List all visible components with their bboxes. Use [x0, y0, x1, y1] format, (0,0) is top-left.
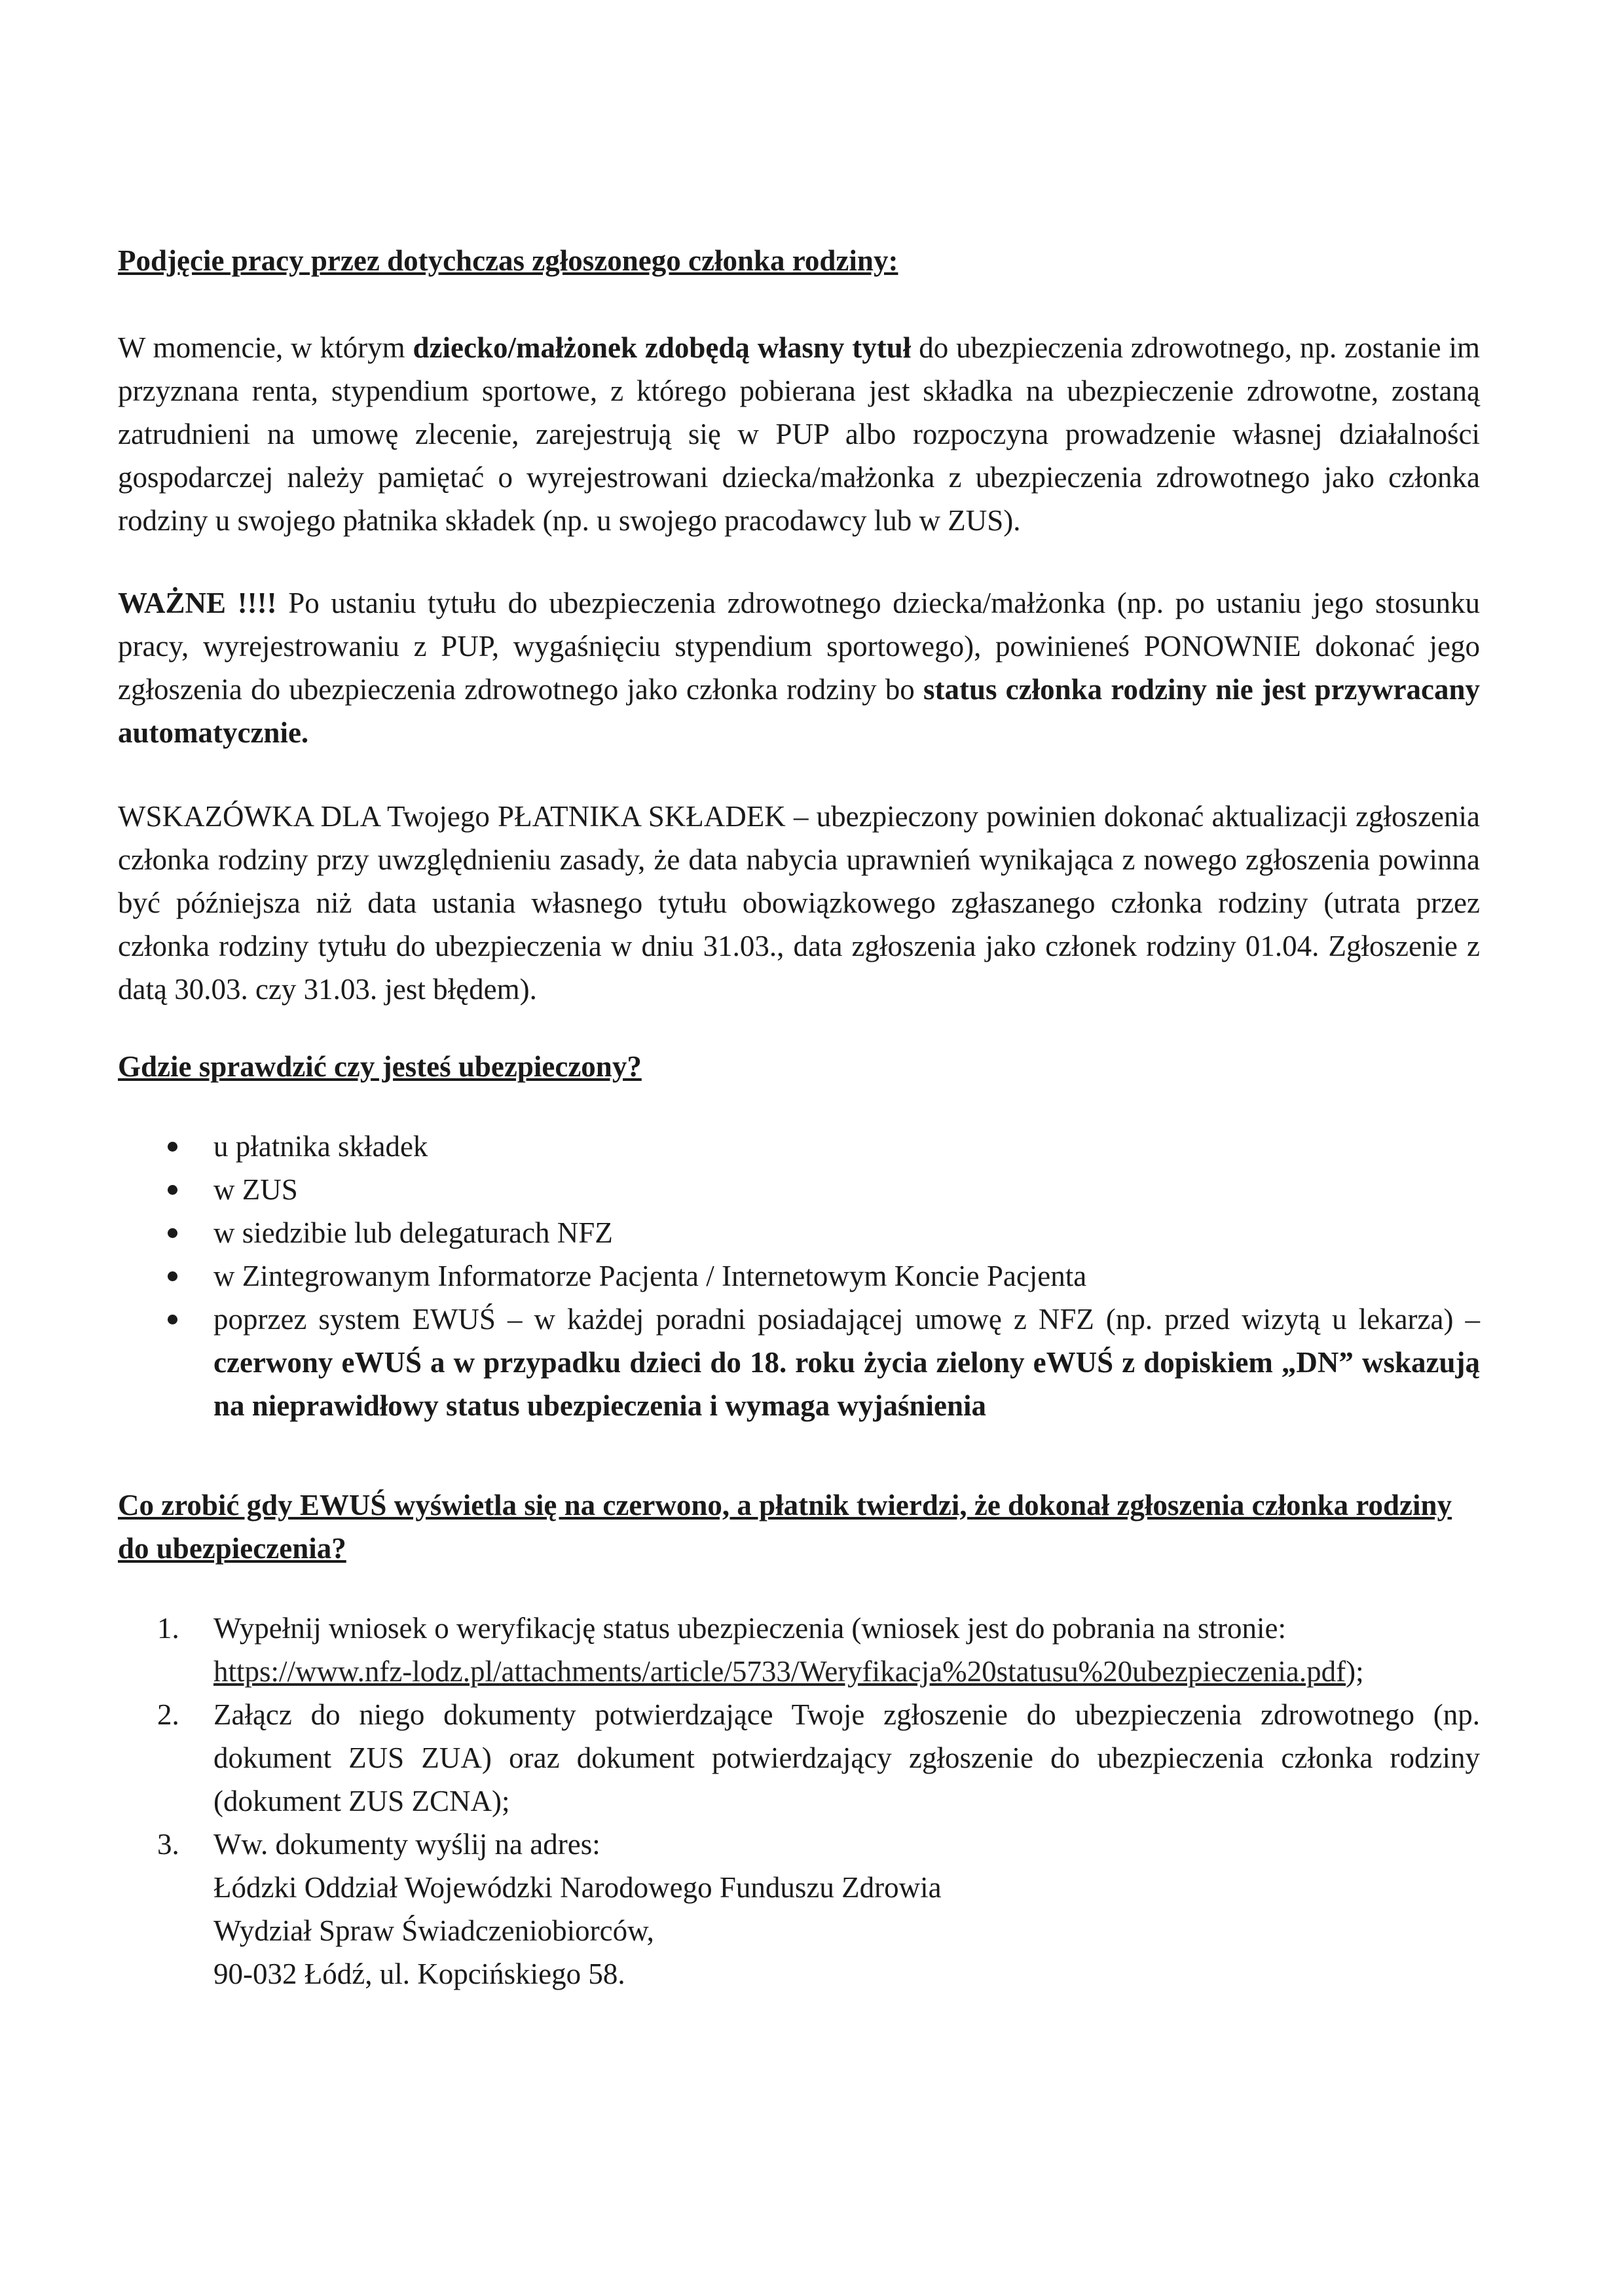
bullet-icon [168, 1271, 177, 1281]
para1-bold-1: dziecko/małżonek zdobędą własny tytuł [413, 331, 912, 364]
steps-list [157, 1607, 1480, 1995]
list-item-text: u płatnika składek [213, 1130, 428, 1163]
heading-where-to-check: Gdzie sprawdzić czy jesteś ubezpieczony? [118, 1050, 642, 1083]
paragraph-payer-hint: WSKAZÓWKA DLA Twojego PŁATNIKA SKŁADEK – ubezpieczony powinien dokonać aktualizacji zgłoszenia członka rodziny przy uwzględnieniu zasady, że data nabycia uprawnień wynikająca z nowego zgłoszenia powinna być późniejsza niż data ustania własnego tytułu obowiązkowego zgłaszanego członka rodziny (utrata przez członka rodziny tytułu do ubezpieczenia w dniu 31.03., data zgłoszenia jako członek rodziny 01.04. Zgłoszenie z datą 30.03. czy 31.03. jest błędem). [118, 800, 1480, 1006]
step-number: 3. [157, 1828, 179, 1861]
verification-form-link[interactable]: https://www.nfz-lodz.pl/attachments/article/5733/Weryfikacja%20statusu%20ubezpieczenia.pdf [213, 1655, 1346, 1688]
bullet-icon [168, 1228, 177, 1238]
bullet-icon [168, 1142, 177, 1152]
step1-end: ); [1346, 1655, 1364, 1688]
address-line-2: Wydział Spraw Świadczeniobiorców, [213, 1914, 654, 1947]
step-item [157, 1693, 1480, 1823]
step1-text: Wypełnij wniosek o weryfikację status ubezpieczenia (wniosek jest do pobrania na stronie: [213, 1612, 1287, 1645]
list-item [164, 1298, 1480, 1427]
list-item [164, 1125, 1480, 1168]
step-item [157, 1823, 1480, 1995]
paragraph-important-notice [118, 581, 1480, 754]
para1-text-2: do ubezpieczenia zdrowotnego, np. zostanie im przyznana renta, stypendium sportowe, z którego pobierana jest składka na ubezpieczenie zdrowotne, zostaną zatrudnieni na umowę zlecenie, zarejestrują się w PUP albo rozpoczyna prowadzenie własnej działalności gospodarczej należy pamiętać o wyrejestrowani dziecka/małżonka z ubezpieczenia zdrowotnego jako członka rodziny u swojego płatnika składek (np. u swojego pracodawcy lub w ZUS). [118, 331, 1480, 537]
step-item [157, 1607, 1480, 1693]
list-item-text: w siedzibie lub delegaturach NFZ [213, 1216, 613, 1249]
list-item-text: poprzez system EWUŚ – w każdej poradni posiadającej umowę z NFZ (np. przed wizytą u lekarza) – [213, 1303, 1480, 1336]
step2-text: Załącz do niego dokumenty potwierdzające Twoje zgłoszenie do ubezpieczenia zdrowotnego (np. dokument ZUS ZUA) oraz dokument potwierdzający zgłoszenie do ubezpieczenia członka rodziny (dokument ZUS ZCNA); [213, 1698, 1480, 1817]
list-item-text: w Zintegrowanym Informatorze Pacjenta / Internetowym Koncie Pacjenta [213, 1260, 1087, 1292]
important-label: WAŻNE !!!! [118, 587, 277, 619]
address-line-3: 90-032 Łódź, ul. Kopcińskiego 58. [213, 1958, 625, 1990]
para1-text-1: W momencie, w którym [118, 331, 413, 364]
list-item-text: w ZUS [213, 1173, 298, 1206]
where-to-check-list [164, 1125, 1480, 1427]
para2-bold-2: status członka rodziny nie jest przywracany automatycznie. [118, 673, 1480, 749]
step-number: 2. [157, 1698, 179, 1731]
list-item [164, 1211, 1480, 1254]
step3-intro: Ww. dokumenty wyślij na adres: [213, 1828, 600, 1861]
step-number: 1. [157, 1612, 179, 1645]
bullet-icon [168, 1315, 177, 1324]
paragraph-own-insurance-title [118, 326, 1480, 542]
bullet-icon [168, 1185, 177, 1195]
address-line-1: Łódzki Oddział Wojewódzki Narodowego Funduszu Zdrowia [213, 1871, 942, 1904]
para2-text-1: Po ustaniu tytułu do ubezpieczenia zdrowotnego dziecka/małżonka (np. po ustaniu jego stosunku pracy, wyrejestrowaniu z PUP, wygaśnięciu stypendium sportowego), powinieneś PONOWNIE dokonać jego zgłoszenia do ubezpieczenia zdrowotnego jako członka rodziny bo [118, 587, 1480, 706]
list-item [164, 1254, 1480, 1298]
heading-family-member-employment: Podjęcie pracy przez dotychczas zgłoszonego członka rodziny: [118, 244, 898, 277]
list-item [164, 1168, 1480, 1211]
heading-what-to-do: Co zrobić gdy EWUŚ wyświetla się na czerwono, a płatnik twierdzi, że dokonał zgłoszenia członka rodziny do ubezpieczenia? [118, 1489, 1452, 1565]
list-item-bold-text: czerwony eWUŚ a w przypadku dzieci do 18. roku życia zielony eWUŚ z dopiskiem „DN” wskazują na nieprawidłowy status ubezpieczenia i wymaga wyjaśnienia [213, 1346, 1480, 1422]
